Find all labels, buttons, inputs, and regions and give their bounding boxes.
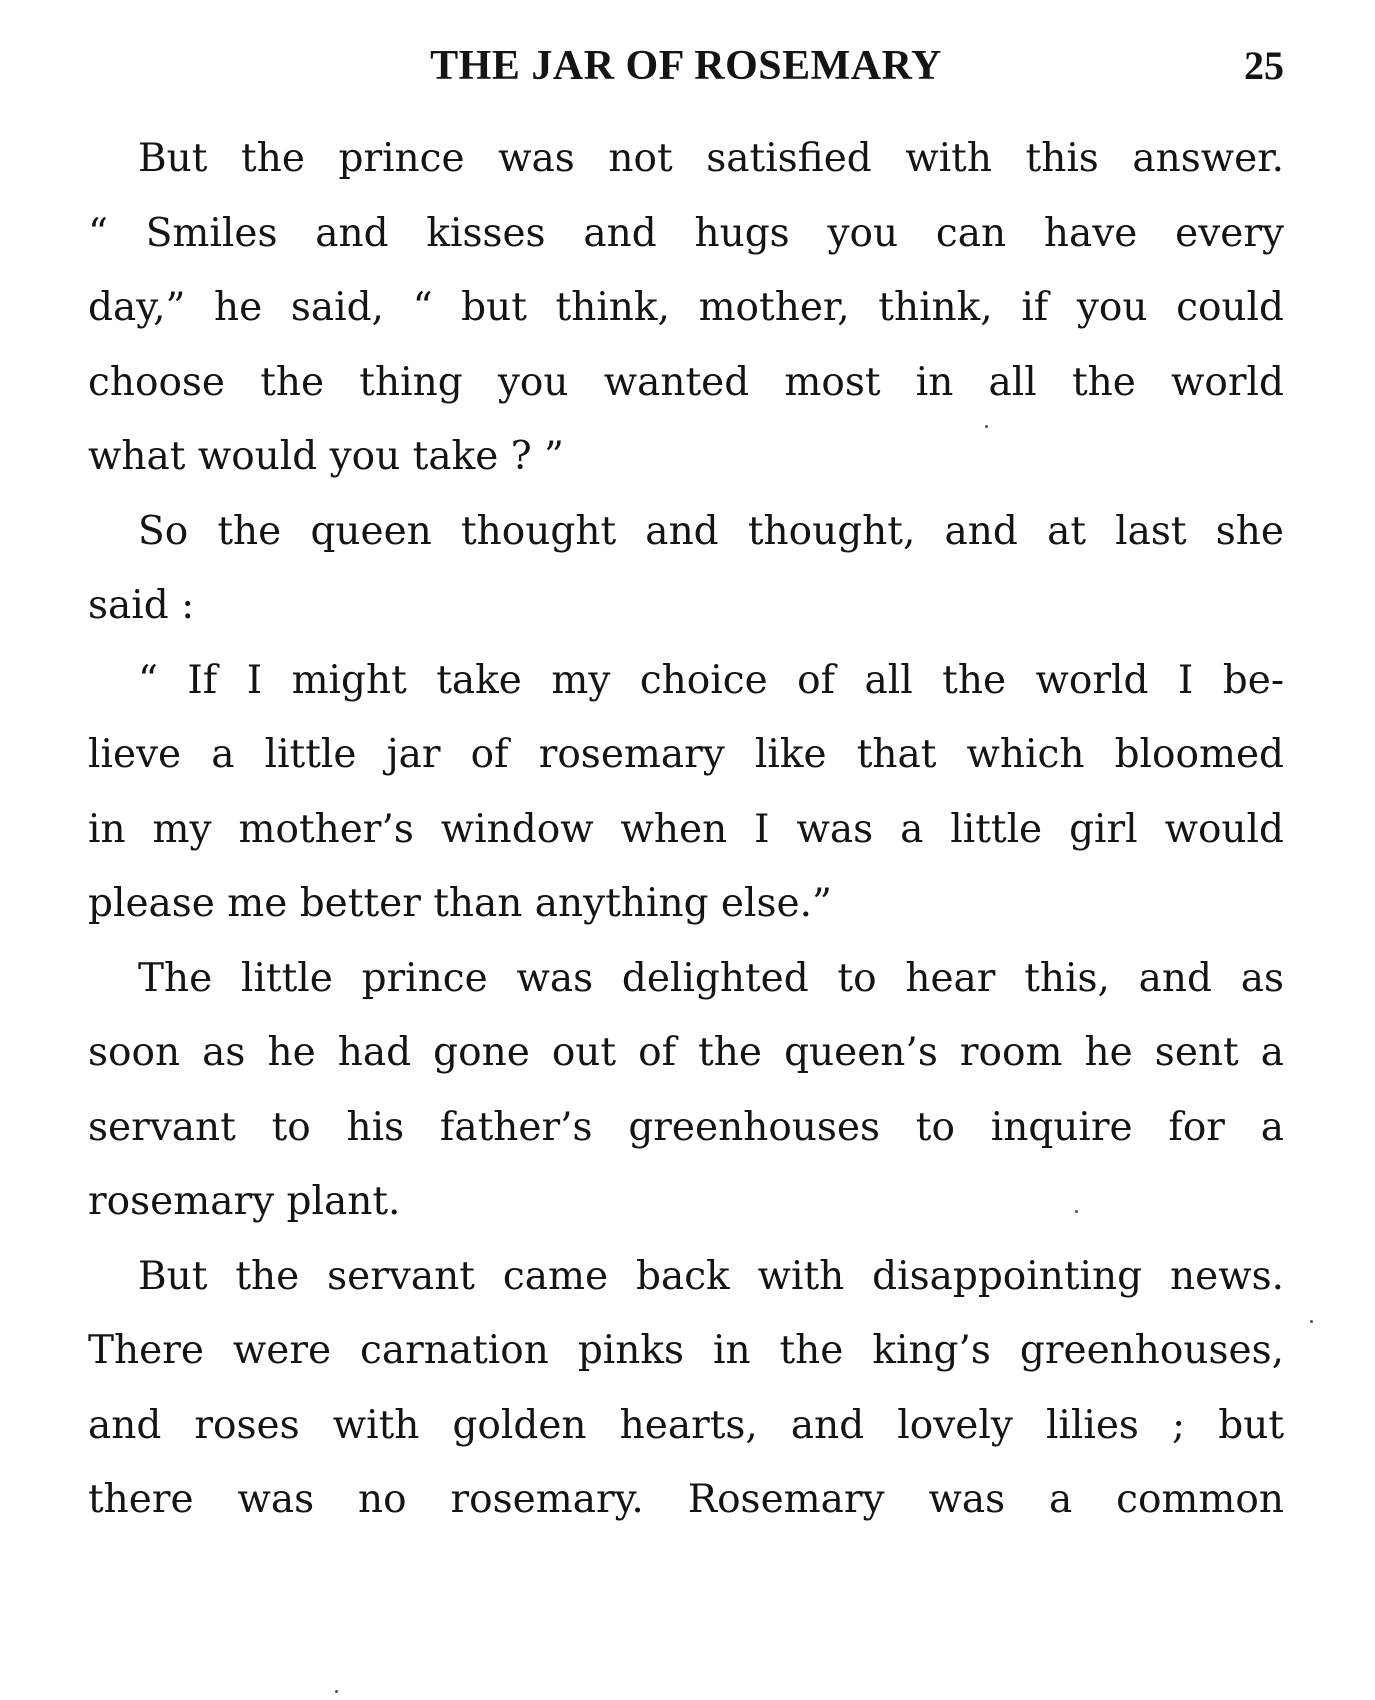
paragraph <box>88 1240 1284 1538</box>
paragraph <box>88 644 1284 942</box>
body-text <box>88 122 1284 1538</box>
text-line: So the queen thought and thought, and at last she <box>138 508 1284 554</box>
text-line: said : <box>88 583 195 628</box>
text-line: rosemary plant. <box>88 1179 401 1224</box>
print-speck <box>1075 1210 1078 1213</box>
text-line: day,” he said, “ but think, mother, think, if you could <box>88 285 1284 330</box>
text-line: The little prince was delighted to hear this, and as <box>138 955 1284 1001</box>
running-title: THE JAR OF ROSEMARY <box>430 43 942 89</box>
text-line: in my mother’s window when I was a little girl would <box>88 806 1284 852</box>
text-line: But the servant came back with disappointing news. <box>138 1253 1284 1299</box>
text-line: servant to his father’s greenhouses to inquire for a <box>88 1104 1284 1150</box>
text-line: “ If I might take my choice of all the world I be- <box>138 657 1284 703</box>
paragraph <box>88 495 1284 644</box>
print-speck <box>335 1690 338 1693</box>
text-line: But the prince was not satisfied with this answer. <box>138 136 1284 181</box>
running-head <box>88 38 1284 98</box>
text-line: lieve a little jar of rosemary like that which bloomed <box>88 732 1284 777</box>
text-line: There were carnation pinks in the king’s greenhouses, <box>88 1328 1284 1373</box>
text-line: what would you take ? ” <box>88 434 564 479</box>
print-speck <box>1310 1320 1313 1323</box>
page-number: 25 <box>1244 43 1284 88</box>
text-line: there was no rosemary. Rosemary was a common <box>88 1477 1284 1522</box>
paragraph <box>88 122 1284 495</box>
text-line: please me better than anything else.” <box>88 881 832 926</box>
text-line: “ Smiles and kisses and hugs you can have every <box>88 210 1284 256</box>
paragraph <box>88 942 1284 1240</box>
text-line: soon as he had gone out of the queen’s room he sent a <box>88 1030 1284 1075</box>
text-line: and roses with golden hearts, and lovely lilies ; but <box>88 1402 1284 1448</box>
print-speck <box>985 425 988 428</box>
text-line: choose the thing you wanted most in all the world <box>88 359 1284 405</box>
